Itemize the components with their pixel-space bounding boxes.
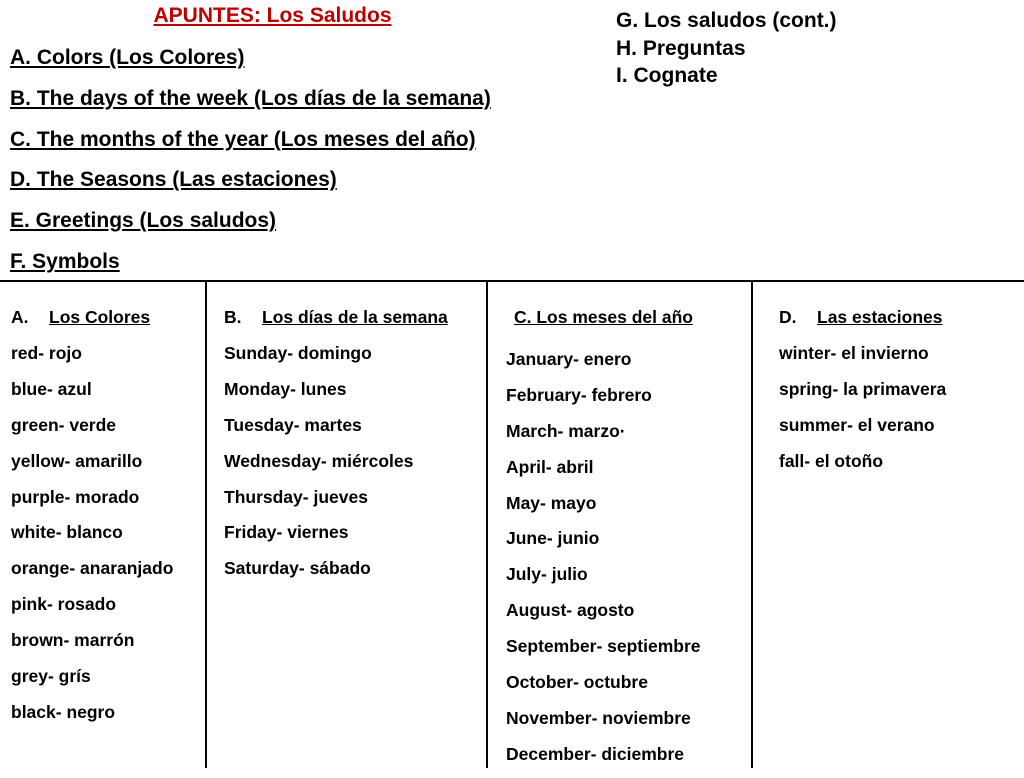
vocab-item: yellow- amarillo [11, 450, 143, 471]
outline-item-i: I. Cognate [616, 64, 718, 87]
column-heading-text: C. Los meses del año [514, 307, 693, 327]
vocab-item: March- marzo· [506, 420, 626, 441]
vocab-item: white- blanco [11, 522, 123, 543]
vocab-item: Saturday- sábado [224, 558, 371, 579]
vocab-item: purple- morado [11, 486, 140, 507]
vocab-item: January- enero [506, 349, 632, 369]
column-letter: B. [224, 307, 242, 327]
vocab-item: Friday- viernes [224, 522, 349, 543]
column-letter: D. [779, 307, 797, 327]
vocab-item: September- septiembre [506, 636, 701, 657]
column-letter: A. [11, 307, 29, 327]
vocab-item: December- diciembre [506, 743, 684, 764]
outline-item-f: F. Symbols [10, 249, 120, 273]
page-title: APUNTES: Los Saludos [153, 4, 392, 27]
outline-item-g: G. Los saludos (cont.) [616, 9, 837, 32]
vocab-item: pink- rosado [11, 594, 117, 615]
outline-list-left [10, 44, 491, 289]
column-heading-text: Las estaciones [817, 307, 943, 327]
outline-item-e: E. Greetings (Los saludos) [10, 209, 277, 233]
column-divider-3 [751, 281, 753, 768]
column-heading [514, 305, 701, 347]
vocab-item: May- mayo [506, 492, 597, 513]
vocab-item: July- julio [506, 564, 588, 585]
vocab-item: June- junio [506, 528, 600, 549]
vocab-item: Thursday- jueves [224, 486, 368, 507]
outline-list-right [616, 7, 837, 90]
vocab-list [11, 341, 173, 736]
outline-item-a: A. Colors (Los Colores) [10, 46, 245, 69]
column-divider-2 [486, 281, 488, 768]
vocab-item: February- febrero [506, 384, 652, 405]
vocab-item: blue- azul [11, 378, 92, 399]
column-heading-text: Los Colores [49, 307, 151, 327]
vocab-item: Tuesday- martes [224, 414, 362, 435]
vocab-list [779, 341, 946, 485]
vocab-list [224, 341, 448, 592]
outline-item-h: H. Preguntas [616, 36, 746, 60]
column-heading [779, 305, 946, 341]
vocab-item: winter- el invierno [779, 343, 929, 363]
vocab-item: August- agosto [506, 600, 635, 621]
vocab-item: black- negro [11, 701, 116, 722]
outline-item-b: B. The days of the week (Los días de la semana) [10, 86, 491, 110]
vocab-item: red- rojo [11, 343, 82, 363]
column-heading [224, 305, 448, 341]
vocab-item: October- octubre [506, 672, 648, 693]
outline-item-c: C. The months of the year (Los meses del año) [10, 127, 476, 151]
column-colores [11, 305, 173, 736]
vocab-item: orange- anaranjado [11, 558, 174, 579]
outline-item-d: D. The Seasons (Las estaciones) [10, 168, 337, 192]
vocab-item: spring- la primavera [779, 378, 947, 399]
horizontal-divider [0, 280, 1024, 282]
vocab-list [506, 347, 701, 778]
vocab-item: summer- el verano [779, 414, 935, 435]
vocab-item: Monday- lunes [224, 378, 347, 399]
vocab-item: November- noviembre [506, 707, 691, 728]
column-divider-1 [205, 281, 207, 768]
column-meses [506, 305, 701, 778]
vocab-item: brown- marrón [11, 630, 135, 651]
vocab-item: fall- el otoño [779, 450, 884, 471]
vocab-item: grey- grís [11, 666, 91, 687]
column-dias [224, 305, 448, 592]
vocab-item: Wednesday- miércoles [224, 450, 414, 471]
column-heading-text: Los días de la semana [262, 307, 448, 327]
vocab-item: April- abril [506, 456, 594, 477]
column-heading [11, 305, 173, 341]
vocab-item: green- verde [11, 414, 117, 435]
column-estaciones [779, 305, 946, 485]
vocab-item: Sunday- domingo [224, 343, 372, 363]
